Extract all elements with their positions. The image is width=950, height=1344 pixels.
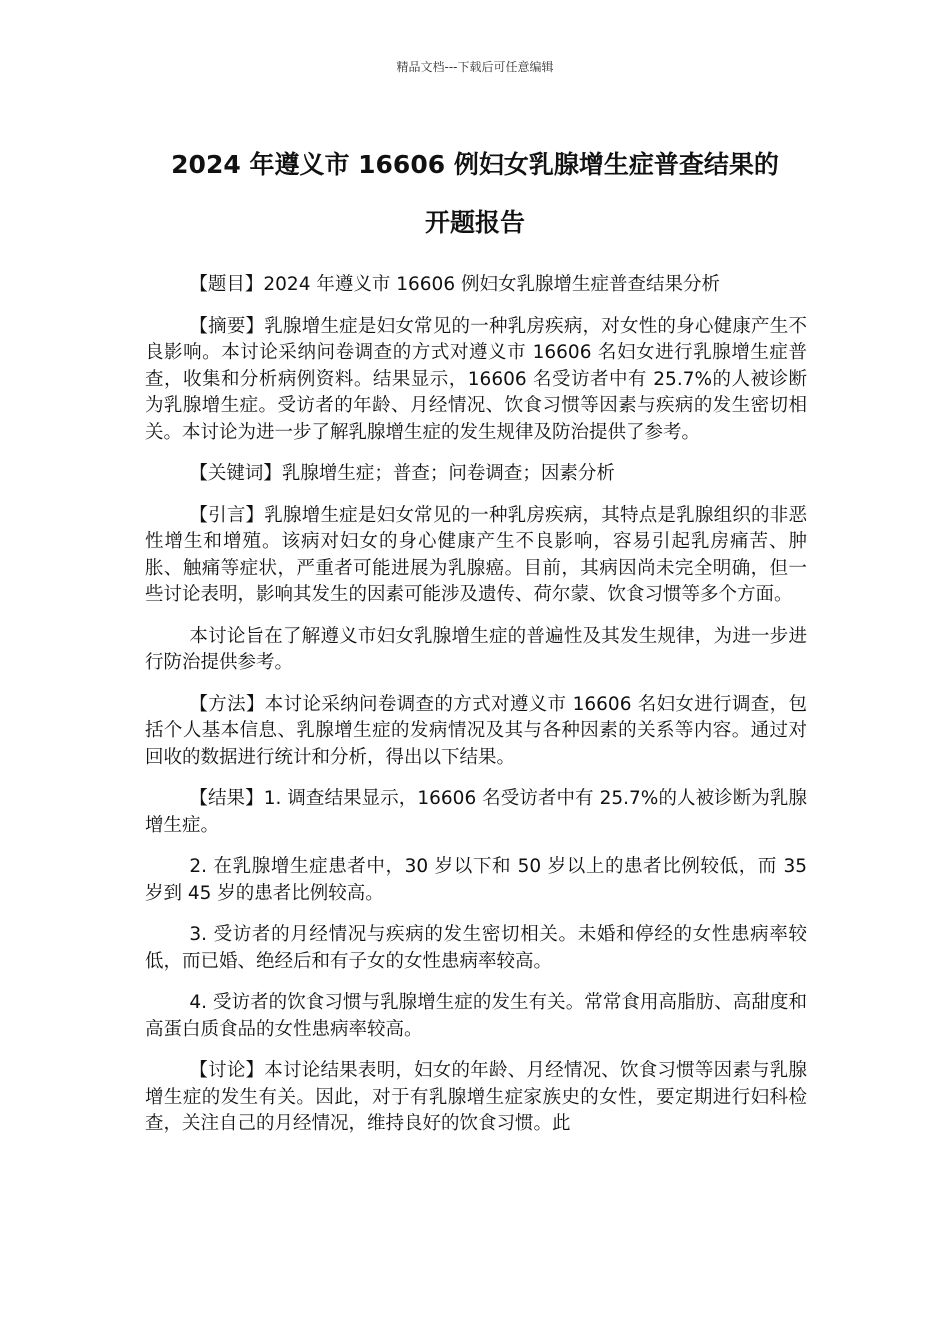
paragraph-abstract: 【摘要】乳腺增生症是妇女常见的一种乳房疾病，对女性的身心健康产生不良影响。本讨论采纳问卷调查的方式对遵义市 16606 名妇女进行乳腺增生症普查，收集和分析病例资料。结果显示，16606 名受访者中有 25.7%的人被诊断为乳腺增生症。受访者的年龄、月经情况、饮食习惯等因素与疾病的发生密切相关。本讨论为进一步了解乳腺增生症的发生规律及防治提供了参考。 [145,315,807,443]
document-title [120,136,830,252]
title-line-2: 开题报告 [424,208,525,237]
header-note: 精品文档---下载后可任意编辑 [396,60,554,74]
paragraph-method: 【方法】本讨论采纳问卷调查的方式对遵义市 16606 名妇女进行调查，包括个人基本信息、乳腺增生症的发病情况及其与各种因素的关系等内容。通过对回收的数据进行统计和分析，得出以下结果。 [145,693,807,768]
paragraph-introduction: 【引言】乳腺增生症是妇女常见的一种乳房疾病，其特点是乳腺组织的非恶性增生和增殖。该病对妇女的身心健康产生不良影响，容易引起乳房痛苦、肿胀、触痛等症状，严重者可能进展为乳腺癌。目前，其病因尚未完全明确，但一些讨论表明，影响其发生的因素可能涉及遗传、荷尔蒙、饮食习惯等多个方面。 [145,504,807,605]
title-line-1: 2024 年遵义市 16606 例妇女乳腺增生症普查结果的 [171,150,779,179]
paragraph-discussion: 【讨论】本讨论结果表明，妇女的年龄、月经情况、饮食习惯等因素与乳腺增生症的发生有关。因此，对于有乳腺增生症家族史的女性，要定期进行妇科检查，关注自己的月经情况，维持良好的饮食习惯。此 [145,1060,807,1134]
paragraph-result-2: 2. 在乳腺增生症患者中，30 岁以下和 50 岁以上的患者比例较低，而 35 岁到 45 岁的患者比例较高。 [145,856,807,904]
paragraph-result-1: 【结果】1. 调查结果显示，16606 名受访者中有 25.7%的人被诊断为乳腺增生症。 [145,788,807,836]
paragraph-aim: 本讨论旨在了解遵义市妇女乳腺增生症的普遍性及其发生规律，为进一步进行防治提供参考。 [145,625,807,673]
document-body [145,272,807,1153]
paragraph-result-4: 4. 受访者的饮食习惯与乳腺增生症的发生有关。常常食用高脂肪、高甜度和高蛋白质食品的女性患病率较高。 [145,992,807,1040]
paragraph-result-3: 3. 受访者的月经情况与疾病的发生密切相关。未婚和停经的女性患病率较低，而已婚、绝经后和有子女的女性患病率较高。 [145,924,807,972]
paragraph-topic: 【题目】2024 年遵义市 16606 例妇女乳腺增生症普查结果分析 [189,274,720,295]
paragraph-keywords: 【关键词】乳腺增生症；普查；问卷调查；因素分析 [189,463,615,484]
